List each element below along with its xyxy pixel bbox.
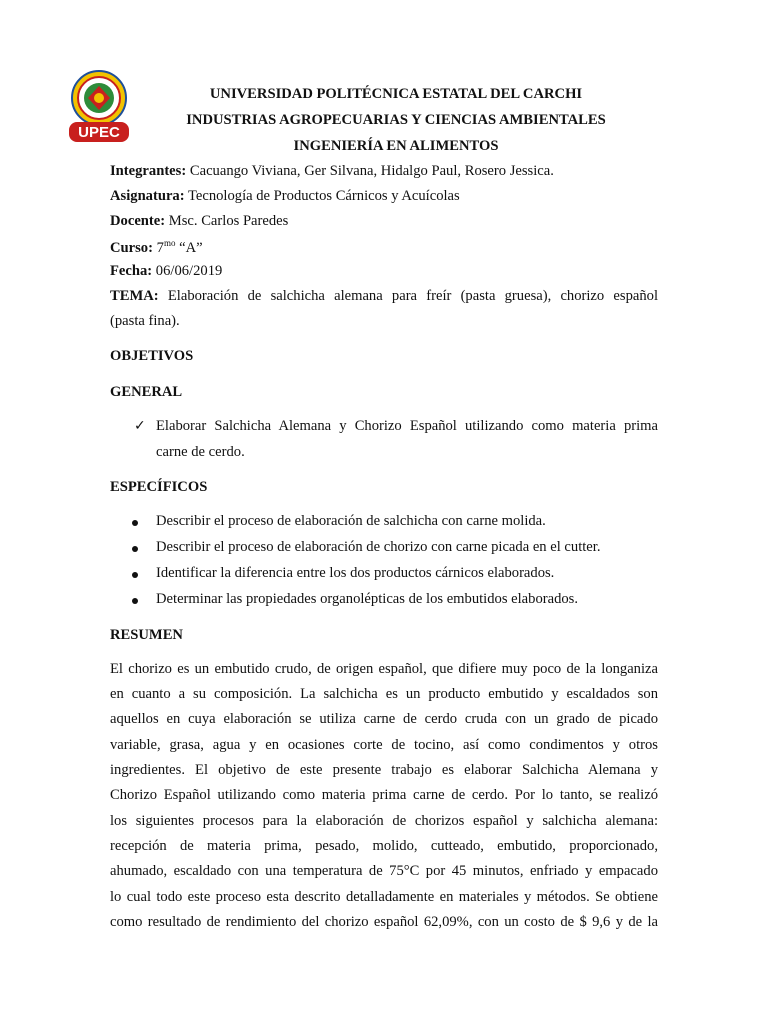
specific-objective: Identificar la diferencia entre los dos productos cárnicos elaborados. <box>156 565 555 581</box>
bullet-icon <box>132 546 138 552</box>
logo-text: UPEC <box>78 124 120 141</box>
fecha-label: Fecha: <box>110 263 153 279</box>
bullet-icon <box>132 598 138 604</box>
asignatura-field <box>110 188 460 205</box>
curso-label: Curso: <box>110 240 153 256</box>
docente-value: Msc. Carlos Paredes <box>165 213 289 229</box>
faculty-name: INDUSTRIAS AGROPECUARIAS Y CIENCIAS AMBIENTALES <box>186 112 606 128</box>
resumen-line: Chorizo Español utilizando como materia prima carne de cerdo. Por lo tanto, se realizó <box>110 787 658 803</box>
resumen-line: como resultado de rendimiento del chorizo español 62,09%, con un costo de $ 9,6 y de la <box>110 914 658 930</box>
specific-objective: Determinar las propiedades organolépticas de los embutidos elaborados. <box>156 591 579 607</box>
general-objective-line-1: Elaborar Salchicha Alemana y Chorizo Español utilizando como materia prima <box>156 418 658 434</box>
university-logo <box>66 68 132 148</box>
integrantes-field <box>110 163 554 180</box>
resumen-line: variable, grasa, agua y en ocasiones corte de tocino, así como condimentos y otros <box>110 737 658 753</box>
especificos-heading: ESPECÍFICOS <box>110 479 208 495</box>
asignatura-label: Asignatura: <box>110 188 185 204</box>
curso-value-pre: 7 <box>152 240 164 256</box>
tema-value: Elaboración de salchicha alemana para freír (pasta gruesa), chorizo español <box>158 288 658 304</box>
university-name: UNIVERSIDAD POLITÉCNICA ESTATAL DEL CARCHI <box>209 86 583 102</box>
integrantes-label: Integrantes: <box>110 163 187 179</box>
integrantes-value: Cacuango Viviana, Ger Silvana, Hidalgo Paul, Rosero Jessica. <box>186 163 554 179</box>
docente-field <box>110 213 288 230</box>
resumen-line: en cuanto a su composición. La salchicha es un producto embutido y escaldados son <box>110 686 658 702</box>
specific-objective: Describir el proceso de elaboración de chorizo con carne picada en el cutter. <box>156 539 601 555</box>
general-objective-line-2: carne de cerdo. <box>156 444 245 460</box>
resumen-line: El chorizo es un embutido crudo, de origen español, que difiere muy poco de la longaniza <box>110 661 658 677</box>
resumen-heading: RESUMEN <box>110 627 183 643</box>
tema-label: TEMA: <box>110 288 159 304</box>
resumen-line: aquellos en cuya elaboración se utiliza carne de cerdo cruda con un grado de picado <box>110 711 658 727</box>
objetivos-heading: OBJETIVOS <box>110 348 194 364</box>
bullet-icon <box>132 572 138 578</box>
tema-line-2: (pasta fina). <box>110 313 180 329</box>
specific-objective: Describir el proceso de elaboración de salchicha con carne molida. <box>156 513 546 529</box>
tema-line-1 <box>110 288 658 305</box>
resumen-line: lo cual todo este proceso esta descrito detalladamente en materiales y métodos. Se obtiene <box>110 889 658 905</box>
general-heading: GENERAL <box>110 384 183 400</box>
fecha-field <box>110 263 222 280</box>
fecha-value: 06/06/2019 <box>152 263 223 279</box>
resumen-line: ahumado, escaldado con una temperatura de 75°C por 45 minutos, enfriado y empacado <box>110 863 658 879</box>
curso-field <box>110 238 203 257</box>
resumen-line: recepción de materia prima, pesado, molido, cutteado, embutido, proporcionado, <box>110 838 658 854</box>
curso-value-post: “A” <box>175 240 203 256</box>
resumen-line: los siguientes procesos para la elaboración de chorizos español y salchicha alemana: <box>110 813 658 829</box>
curso-sup: mo <box>163 238 176 248</box>
check-icon: ✓ <box>134 418 146 434</box>
asignatura-value: Tecnología de Productos Cárnicos y Acuícolas <box>184 188 460 204</box>
bullet-icon <box>132 520 138 526</box>
docente-label: Docente: <box>110 213 166 229</box>
career-name: INGENIERÍA EN ALIMENTOS <box>293 138 499 154</box>
resumen-line: ingredientes. El objetivo de este presente trabajo es elaborar Salchicha Alemana y <box>110 762 658 778</box>
